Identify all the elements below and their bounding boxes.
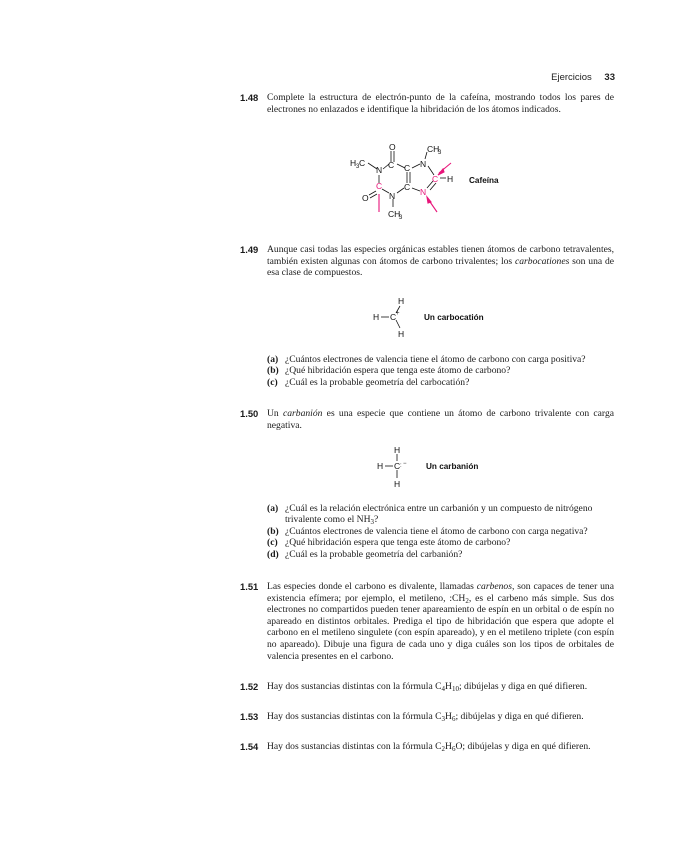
lone-pair: : bbox=[400, 463, 402, 469]
text-emphasis: carbanión bbox=[282, 408, 323, 419]
item-text: ¿Cuál es la relación electrónica entre un carbanión y un compuesto de nitrógeno trivalente como el NH bbox=[285, 503, 593, 526]
text-part: es una especie que contiene un átomo de carbono trivalente con carga negativa. bbox=[267, 408, 615, 431]
problem-text: Complete la estructura de electrón-punto de la cafeína, mostrando todos los pares de electrones no enlazados e identifique la hibridación de los átomos indicados. bbox=[267, 92, 614, 115]
atom-H-top: H bbox=[398, 296, 405, 306]
problem-1-54 bbox=[240, 741, 614, 753]
atom-C-fused-top: C bbox=[404, 163, 411, 173]
text-part: H bbox=[445, 681, 452, 692]
page-number: 33 bbox=[604, 72, 615, 83]
text-part: H bbox=[445, 711, 452, 722]
text-emphasis: carbocationes bbox=[514, 255, 570, 267]
item-label: (b) bbox=[267, 525, 279, 537]
list-item bbox=[267, 526, 614, 537]
text-emphasis: carbenos, bbox=[476, 581, 515, 592]
problem-number: 1.50 bbox=[240, 408, 259, 419]
atom-H3C-C: C bbox=[359, 158, 366, 168]
text-part: , es el carbeno más simple. Sus dos electrones no compartidos pueden tener apareamiento de espín en un orbital o de espín no apareado en distintos orbitales. Prediga el tipo de hibridación que espera que adopte el carbono en el metileno singulete (con espín apareado), y en el metileno triplete (con espín no apareado). Dibuje una figura de cada uno y diga cuáles son los tipos de orbitales de valencia presentes en el carbono. bbox=[267, 592, 614, 662]
atom-H-left: H bbox=[377, 461, 384, 471]
item-label: (b) bbox=[267, 365, 279, 377]
atom-N-right: N bbox=[420, 159, 427, 169]
figure-label-caffeine: Cafeína bbox=[469, 176, 499, 185]
atom-H-top: H bbox=[394, 445, 401, 455]
item-text: ¿Qué hibridación espera que tenga este átomo de carbono? bbox=[285, 365, 511, 377]
atom-H-bottom: H bbox=[394, 479, 401, 489]
atom-C-center: C bbox=[390, 312, 397, 322]
list-item bbox=[267, 549, 614, 560]
figure-label-carbanion: Un carbanión bbox=[426, 462, 479, 471]
atom-CH3-top: CH bbox=[427, 144, 440, 154]
text-part: Las especies donde el carbono es divalente, llamadas bbox=[267, 581, 477, 592]
problem-number: 1.48 bbox=[240, 92, 259, 103]
problem-number: 1.49 bbox=[240, 244, 259, 255]
problem-text bbox=[267, 741, 614, 753]
item-text: ¿Cuántos electrones de valencia tiene el átomo de carbono con carga positiva? bbox=[285, 354, 586, 365]
atom-H-bottom: H bbox=[398, 329, 405, 339]
list-item bbox=[267, 537, 614, 548]
charge-minus: − bbox=[403, 461, 407, 467]
problem-1-52 bbox=[240, 681, 614, 693]
atom-C-center: C bbox=[394, 461, 401, 471]
atom-N-left: N bbox=[376, 165, 383, 175]
subscript: 2 bbox=[465, 596, 469, 605]
item-label: (a) bbox=[267, 354, 279, 365]
subscript: 6 bbox=[451, 745, 456, 753]
atom-C-imidazole: C bbox=[432, 174, 439, 184]
item-label: (d) bbox=[267, 548, 279, 560]
atom-C-carbonyl-bottom: C bbox=[376, 181, 383, 191]
text-part: Un bbox=[267, 408, 283, 419]
subscript: 2 bbox=[441, 745, 446, 753]
item-text: ¿Qué hibridación espera que tenga este átomo de carbono? bbox=[285, 537, 511, 549]
list-item bbox=[267, 503, 614, 526]
text-part: ; dibújelas y diga en qué difieren. bbox=[462, 741, 591, 752]
subscript: 6 bbox=[451, 715, 456, 723]
atom-H3C-left: H bbox=[350, 158, 357, 168]
problem-1-51 bbox=[240, 581, 614, 662]
atom-H3C-sub: 3 bbox=[356, 164, 360, 170]
text-part: Hay dos sustancias distintas con la fórmula C bbox=[267, 711, 442, 722]
item-label: (a) bbox=[267, 503, 279, 514]
text-part: son capaces de tener una existencia efímera; por ejemplo, el metileno, :CH bbox=[267, 581, 614, 604]
text-part: Hay dos sustancias distintas con la fórmula C bbox=[267, 741, 442, 752]
atom-CH3-bottom: CH bbox=[388, 209, 401, 219]
text-part: ; dibújelas y diga en qué difieren. bbox=[458, 681, 588, 692]
atom-C-carbonyl: C bbox=[388, 160, 395, 170]
atom-C-fused-bottom: C bbox=[404, 182, 411, 192]
problem-1-50-items bbox=[267, 503, 614, 560]
text-part: Hay dos sustancias distintas con la fórmula C bbox=[267, 681, 442, 692]
subscript: 10 bbox=[451, 685, 459, 693]
problem-text bbox=[267, 681, 614, 693]
problem-number: 1.53 bbox=[240, 711, 259, 722]
atom-CH3-top-sub: 3 bbox=[438, 150, 442, 156]
atom-H-imidazole: H bbox=[447, 174, 454, 184]
atom-O-bottom: O bbox=[362, 193, 369, 203]
text-part: Aunque casi todas las especies orgánicas estables tienen átomos de carbono tetravalentes, también existen algunas con átomos de carbono trivalentes; los bbox=[267, 244, 614, 267]
problem-text bbox=[267, 581, 614, 662]
item-text: ¿Cuál es la probable geometría del carbanión? bbox=[285, 548, 463, 560]
text-part: ; dibújelas y diga en qué difieren. bbox=[455, 711, 584, 722]
text-part: O bbox=[455, 741, 463, 752]
atom-N-bottom: N bbox=[389, 191, 396, 201]
atom-CH3-bottom-sub: 3 bbox=[399, 215, 403, 221]
problem-number: 1.54 bbox=[240, 741, 259, 752]
item-label: (c) bbox=[267, 537, 278, 549]
atom-O-top: O bbox=[389, 142, 396, 152]
atom-N-imidazole: N bbox=[420, 187, 427, 197]
item-text: ¿Cuántos electrones de valencia tiene el átomo de carbono con carga negativa? bbox=[285, 525, 588, 537]
text-part: son una de esa clase de compuestos. bbox=[267, 255, 614, 279]
section-title: Ejercicios bbox=[551, 72, 592, 83]
problem-number: 1.52 bbox=[240, 681, 259, 692]
item-text: ? bbox=[374, 514, 379, 526]
subscript: 3 bbox=[370, 518, 375, 527]
problem-text bbox=[267, 711, 614, 723]
figure-label-carbocation: Un carbocatión bbox=[424, 313, 484, 322]
atom-H-left: H bbox=[373, 312, 380, 322]
subscript: 3 bbox=[441, 715, 446, 723]
charge-plus: + bbox=[396, 311, 400, 317]
subscript: 4 bbox=[441, 685, 446, 693]
problem-1-53 bbox=[240, 711, 614, 723]
item-text: ¿Cuál es la probable geometría del carbocatión? bbox=[285, 376, 470, 388]
text-part: H bbox=[445, 741, 452, 752]
problem-number: 1.51 bbox=[240, 581, 259, 592]
item-label: (c) bbox=[267, 376, 278, 388]
